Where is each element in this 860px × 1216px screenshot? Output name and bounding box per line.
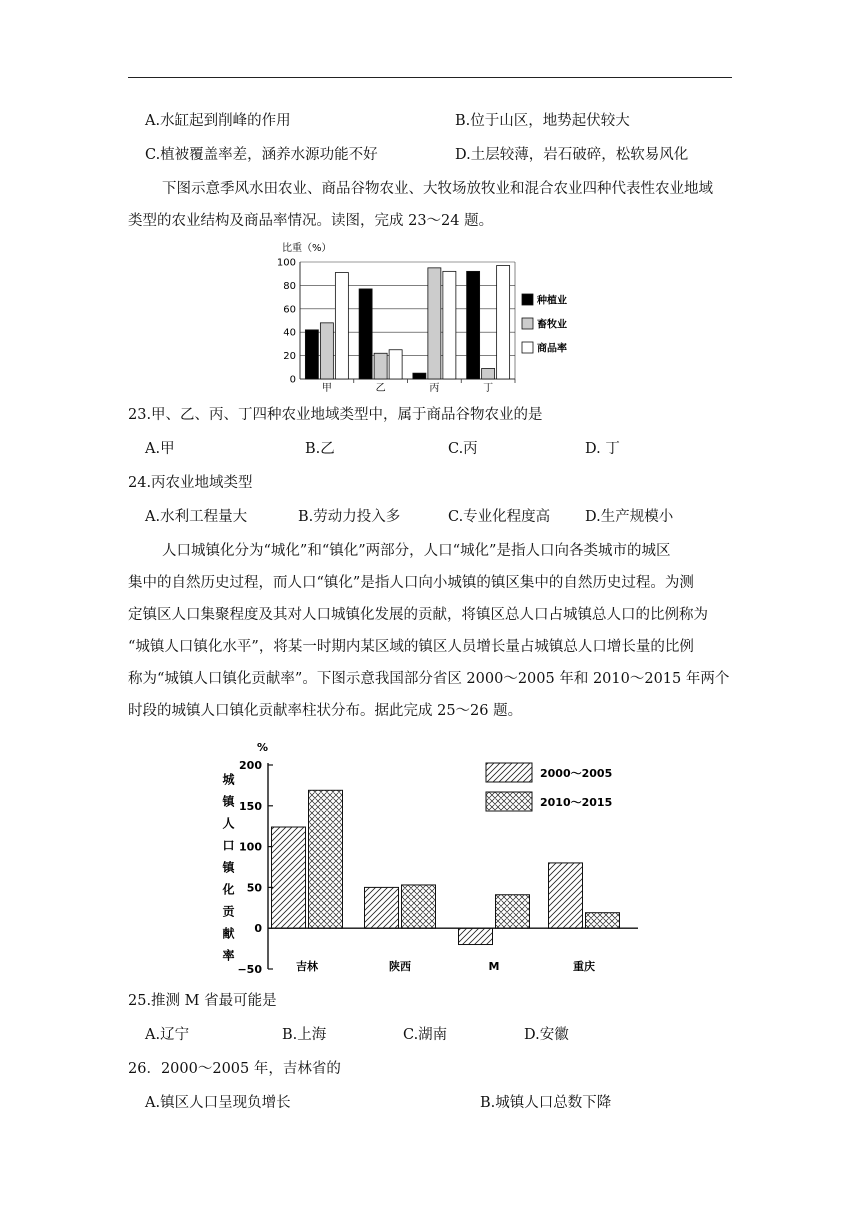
chart1-tick-label: 100 — [276, 257, 296, 269]
chart1-bar — [359, 289, 372, 379]
q25-option-c: C.湖南 — [403, 1027, 448, 1043]
q23-option-c: C.丙 — [448, 441, 478, 457]
chart1-legend-swatch — [522, 318, 533, 329]
chart2-legend-swatch — [486, 792, 532, 811]
q24-option-b: B.劳动力投入多 — [298, 509, 401, 525]
q24-option-c: C.专业化程度高 — [448, 509, 551, 525]
chart1-legend-label: 商品率 — [537, 343, 567, 355]
chart2-legend-label: 2010～2015 — [540, 796, 613, 809]
chart1-legend-label: 畜牧业 — [537, 319, 567, 331]
q22-option-b: B.位于山区，地势起伏较大 — [455, 113, 630, 129]
chart1-tick-label: 60 — [283, 304, 296, 316]
q26-option-a: A.镇区人口呈现负增长 — [145, 1095, 291, 1111]
q25-option-d: D.安徽 — [524, 1027, 569, 1043]
chart2-category-label: 吉林 — [296, 960, 318, 974]
chart2-unit: % — [257, 741, 269, 754]
chart1-tick-label: 40 — [283, 327, 296, 339]
chart1-bar — [413, 373, 426, 379]
chart1-legend-label: 种植业 — [537, 295, 567, 307]
chart1-tick-label: 20 — [283, 351, 296, 363]
chart2-category-label: 重庆 — [573, 960, 595, 974]
chart2-tick-label: −50 — [237, 963, 262, 976]
chart2-tick-label: 150 — [239, 799, 262, 813]
q26-stem: 26．2000～2005 年，吉林省的 — [128, 1061, 341, 1077]
chart1-bar — [374, 353, 387, 379]
q24-stem: 24.丙农业地域类型 — [128, 475, 253, 491]
q22-option-c: C.植被覆盖率差，涵养水源功能不好 — [145, 147, 378, 163]
chart2-tick-label: 100 — [239, 840, 262, 854]
intro2-line1: 人口城镇化分为“城化”和“镇化”两部分，人口“城化”是指人口向各类城市的城区 — [162, 543, 671, 559]
header-rule — [128, 77, 732, 78]
chart1-bar — [497, 266, 510, 379]
chart2-bar — [309, 790, 343, 928]
chart1-bar — [482, 368, 495, 379]
chart2-tick-label: 50 — [246, 881, 262, 895]
q23-stem: 23.甲、乙、丙、丁四种农业地域类型中，属于商品谷物农业的是 — [128, 407, 543, 423]
chart2-bar — [459, 928, 493, 944]
urbanization-contribution-chart — [210, 735, 650, 980]
chart1-bar — [389, 350, 402, 379]
chart1-category-label: 丙 — [429, 383, 440, 394]
intro2-line6: 时段的城镇人口镇化贡献率柱状分布。据此完成 25～26 题。 — [128, 703, 523, 719]
chart2-bar — [402, 885, 436, 928]
chart2-bar — [549, 863, 583, 928]
chart1-bar — [467, 271, 480, 379]
q22-option-a: A.水缸起到削峰的作用 — [145, 113, 291, 129]
chart2-bar — [365, 887, 399, 928]
intro2-line3: 定镇区人口集聚程度及其对人口城镇化发展的贡献，将镇区总人口占城镇总人口的比例称为 — [128, 607, 708, 623]
intro1-line1: 下图示意季风水田农业、商品谷物农业、大牧场放牧业和混合农业四种代表性农业地域 — [162, 181, 713, 197]
q25-stem: 25.推测 M 省最可能是 — [128, 993, 277, 1009]
chart1-category-label: 乙 — [375, 383, 386, 394]
q26-option-b: B.城镇人口总数下降 — [480, 1095, 612, 1111]
chart1-tick-label: 80 — [283, 280, 296, 292]
chart2-legend-label: 2000～2005 — [540, 767, 613, 780]
intro1-line2: 类型的农业结构及商品率情况。读图，完成 23～24 题。 — [128, 213, 494, 229]
chart1-bar — [443, 271, 456, 379]
agriculture-structure-chart — [270, 238, 610, 396]
chart2-tick-label: 0 — [254, 922, 262, 936]
chart1-legend-swatch — [522, 294, 533, 305]
q23-option-b: B.乙 — [305, 441, 335, 457]
intro2-line5: 称为“城镇人口镇化贡献率”。下图示意我国部分省区 2000～2005 年和 2010～2015 年两个 — [128, 671, 730, 687]
chart1-bar — [428, 268, 441, 379]
chart1-bar — [305, 330, 318, 379]
q24-option-a: A.水利工程量大 — [145, 509, 248, 525]
chart2-ylabel: 城镇人口镇化贡献率 — [221, 773, 235, 971]
chart1-legend-swatch — [522, 342, 533, 353]
chart2-bar — [272, 827, 306, 928]
chart1-tick-label: 0 — [289, 374, 296, 386]
chart1-category-label: 丁 — [483, 383, 494, 394]
intro2-line2: 集中的自然历史过程，而人口“镇化”是指人口向小城镇的镇区集中的自然历史过程。为测 — [128, 575, 694, 591]
q25-option-b: B.上海 — [282, 1027, 327, 1043]
chart2-bar — [586, 913, 620, 929]
q25-option-a: A.辽宁 — [145, 1027, 190, 1043]
chart1-bar — [335, 273, 348, 379]
q23-option-a: A.甲 — [145, 441, 175, 457]
intro2-line4: “城镇人口镇化水平”，将某一时期内某区域的镇区人员增长量占城镇总人口增长量的比例 — [128, 639, 694, 655]
chart2-bar — [496, 895, 530, 928]
chart1-ylabel: 比重（%） — [282, 243, 332, 254]
chart2-tick-label: 200 — [239, 759, 262, 772]
chart1-bar — [320, 323, 333, 379]
chart2-legend-swatch — [486, 763, 532, 782]
chart2-category-label: 陕西 — [389, 960, 411, 974]
q24-option-d: D.生产规模小 — [585, 509, 674, 525]
chart2-category-label: M — [488, 960, 500, 974]
q22-option-d: D.土层较薄，岩石破碎，松软易风化 — [455, 147, 689, 163]
q23-option-d: D. 丁 — [585, 441, 620, 457]
chart1-category-label: 甲 — [321, 383, 332, 394]
